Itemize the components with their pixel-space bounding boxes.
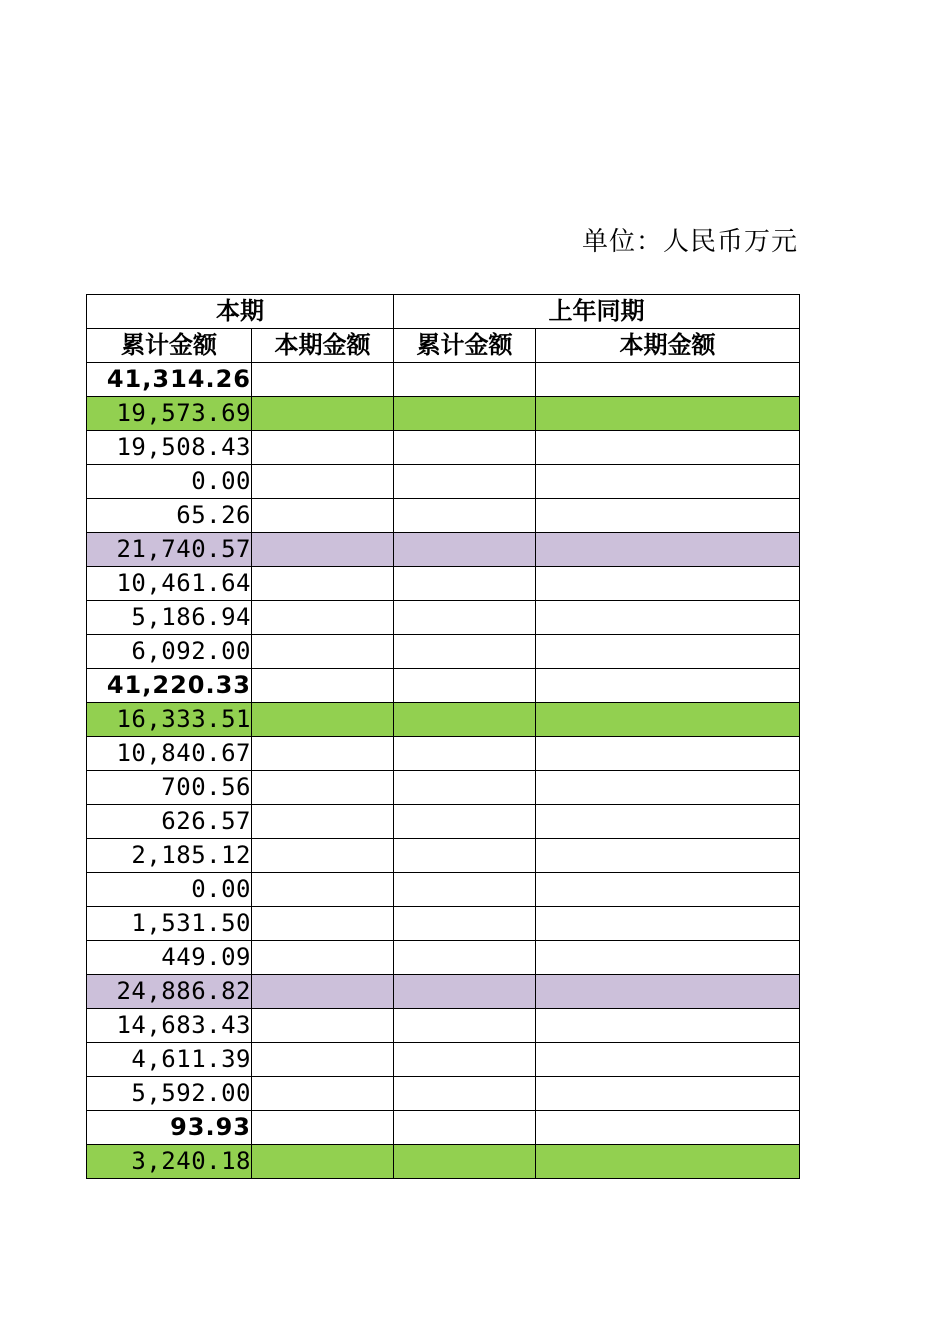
cell-current-period-amount[interactable] (252, 431, 394, 465)
table-row (87, 907, 800, 941)
cell-prior-period-amount[interactable] (536, 771, 800, 805)
cell-prior-period-amount[interactable] (536, 1111, 800, 1145)
table-row (87, 1043, 800, 1077)
cell-current-period-amount[interactable] (252, 363, 394, 397)
cell-prior-cumulative[interactable] (394, 805, 536, 839)
cell-prior-period-amount[interactable] (536, 1009, 800, 1043)
cell-current-cumulative[interactable]: 3,240.18 (87, 1145, 252, 1179)
table-row (87, 1111, 800, 1145)
table-row (87, 771, 800, 805)
table-row (87, 533, 800, 567)
cell-current-cumulative[interactable]: 10,840.67 (87, 737, 252, 771)
table-row (87, 499, 800, 533)
cell-prior-cumulative[interactable] (394, 941, 536, 975)
cell-prior-period-amount[interactable] (536, 363, 800, 397)
header-current-period: 本期 (87, 295, 394, 329)
cell-current-cumulative[interactable]: 2,185.12 (87, 839, 252, 873)
cell-current-cumulative[interactable]: 41,314.26 (87, 363, 252, 397)
cell-current-cumulative[interactable]: 10,461.64 (87, 567, 252, 601)
table-row (87, 601, 800, 635)
cell-current-cumulative[interactable]: 6,092.00 (87, 635, 252, 669)
cell-prior-cumulative[interactable] (394, 873, 536, 907)
cell-current-period-amount[interactable] (252, 839, 394, 873)
cell-prior-period-amount[interactable] (536, 941, 800, 975)
cell-current-period-amount[interactable] (252, 669, 394, 703)
cell-prior-cumulative[interactable] (394, 1145, 536, 1179)
cell-current-cumulative[interactable]: 700.56 (87, 771, 252, 805)
header-current-cumulative: 累计金额 (87, 329, 252, 363)
table-row (87, 873, 800, 907)
cell-current-cumulative[interactable]: 1,531.50 (87, 907, 252, 941)
cell-prior-period-amount[interactable] (536, 907, 800, 941)
cell-prior-period-amount[interactable] (536, 431, 800, 465)
cell-prior-cumulative[interactable] (394, 465, 536, 499)
cell-current-period-amount[interactable] (252, 1077, 394, 1111)
cell-prior-cumulative[interactable] (394, 397, 536, 431)
cell-current-cumulative[interactable]: 93.93 (87, 1111, 252, 1145)
cell-prior-cumulative[interactable] (394, 1009, 536, 1043)
cell-prior-cumulative[interactable] (394, 431, 536, 465)
cell-current-period-amount[interactable] (252, 567, 394, 601)
cell-current-period-amount[interactable] (252, 499, 394, 533)
cell-current-cumulative[interactable]: 41,220.33 (87, 669, 252, 703)
cell-current-period-amount[interactable] (252, 941, 394, 975)
cell-current-cumulative[interactable]: 19,573.69 (87, 397, 252, 431)
cell-prior-cumulative[interactable] (394, 533, 536, 567)
table-row (87, 363, 800, 397)
cell-prior-period-amount[interactable] (536, 669, 800, 703)
cell-prior-period-amount[interactable] (536, 839, 800, 873)
table-row (87, 839, 800, 873)
cell-current-period-amount[interactable] (252, 533, 394, 567)
header-prior-cumulative: 累计金额 (394, 329, 536, 363)
cell-prior-cumulative[interactable] (394, 1111, 536, 1145)
cell-current-period-amount[interactable] (252, 1009, 394, 1043)
cell-current-period-amount[interactable] (252, 771, 394, 805)
cell-prior-period-amount[interactable] (536, 601, 800, 635)
table-body (87, 295, 800, 1179)
table-row (87, 1009, 800, 1043)
cell-prior-period-amount[interactable] (536, 737, 800, 771)
table-row (87, 703, 800, 737)
cell-current-period-amount[interactable] (252, 1111, 394, 1145)
cell-current-period-amount[interactable] (252, 975, 394, 1009)
cell-current-period-amount[interactable] (252, 397, 394, 431)
cell-current-period-amount[interactable] (252, 703, 394, 737)
cell-prior-period-amount[interactable] (536, 1043, 800, 1077)
cell-current-cumulative[interactable]: 14,683.43 (87, 1009, 252, 1043)
table-row (87, 737, 800, 771)
cell-current-cumulative[interactable]: 449.09 (87, 941, 252, 975)
cell-current-period-amount[interactable] (252, 1043, 394, 1077)
cell-current-cumulative[interactable]: 65.26 (87, 499, 252, 533)
cell-current-cumulative[interactable]: 626.57 (87, 805, 252, 839)
cell-prior-period-amount[interactable] (536, 635, 800, 669)
cell-current-period-amount[interactable] (252, 601, 394, 635)
cell-prior-period-amount[interactable] (536, 567, 800, 601)
cell-prior-period-amount[interactable] (536, 703, 800, 737)
cell-prior-period-amount[interactable] (536, 465, 800, 499)
header-row-period (87, 295, 800, 329)
header-prior-year-period: 上年同期 (394, 295, 800, 329)
table-row (87, 941, 800, 975)
cell-prior-cumulative[interactable] (394, 499, 536, 533)
cell-current-cumulative[interactable]: 16,333.51 (87, 703, 252, 737)
header-prior-period-amount: 本期金额 (536, 329, 800, 363)
cell-prior-cumulative[interactable] (394, 1043, 536, 1077)
header-current-period-amount: 本期金额 (252, 329, 394, 363)
table-row (87, 805, 800, 839)
cell-prior-period-amount[interactable] (536, 397, 800, 431)
cell-current-period-amount[interactable] (252, 1145, 394, 1179)
cell-prior-cumulative[interactable] (394, 703, 536, 737)
table-row (87, 669, 800, 703)
cell-prior-cumulative[interactable] (394, 839, 536, 873)
cell-current-period-amount[interactable] (252, 635, 394, 669)
cell-current-cumulative[interactable]: 0.00 (87, 465, 252, 499)
header-row-amounts (87, 329, 800, 363)
table-row (87, 567, 800, 601)
cell-prior-period-amount[interactable] (536, 975, 800, 1009)
cell-current-cumulative[interactable]: 0.00 (87, 873, 252, 907)
cell-prior-period-amount[interactable] (536, 805, 800, 839)
cell-prior-period-amount[interactable] (536, 1077, 800, 1111)
cell-current-cumulative[interactable]: 5,592.00 (87, 1077, 252, 1111)
cell-prior-cumulative[interactable] (394, 737, 536, 771)
cell-prior-cumulative[interactable] (394, 907, 536, 941)
cell-prior-cumulative[interactable] (394, 601, 536, 635)
cell-prior-cumulative[interactable] (394, 975, 536, 1009)
cell-current-period-amount[interactable] (252, 805, 394, 839)
cell-current-period-amount[interactable] (252, 465, 394, 499)
table-row (87, 431, 800, 465)
cell-prior-cumulative[interactable] (394, 635, 536, 669)
cell-current-period-amount[interactable] (252, 737, 394, 771)
cell-prior-period-amount[interactable] (536, 873, 800, 907)
cell-current-cumulative[interactable]: 5,186.94 (87, 601, 252, 635)
cell-current-period-amount[interactable] (252, 907, 394, 941)
unit-label: 单位：人民币万元 (581, 227, 798, 257)
cell-prior-cumulative[interactable] (394, 363, 536, 397)
cell-prior-cumulative[interactable] (394, 771, 536, 805)
cell-current-cumulative[interactable]: 19,508.43 (87, 431, 252, 465)
table-row (87, 465, 800, 499)
cell-prior-cumulative[interactable] (394, 567, 536, 601)
cell-current-cumulative[interactable]: 21,740.57 (87, 533, 252, 567)
cell-current-cumulative[interactable]: 24,886.82 (87, 975, 252, 1009)
table-row (87, 397, 800, 431)
cell-prior-cumulative[interactable] (394, 669, 536, 703)
cell-prior-period-amount[interactable] (536, 1145, 800, 1179)
table-row (87, 635, 800, 669)
cell-current-period-amount[interactable] (252, 873, 394, 907)
cell-prior-period-amount[interactable] (536, 533, 800, 567)
cell-prior-period-amount[interactable] (536, 499, 800, 533)
table-row (87, 975, 800, 1009)
table-row (87, 1077, 800, 1111)
cell-prior-cumulative[interactable] (394, 1077, 536, 1111)
cell-current-cumulative[interactable]: 4,611.39 (87, 1043, 252, 1077)
income-table (86, 294, 800, 1179)
table-row (87, 1145, 800, 1179)
